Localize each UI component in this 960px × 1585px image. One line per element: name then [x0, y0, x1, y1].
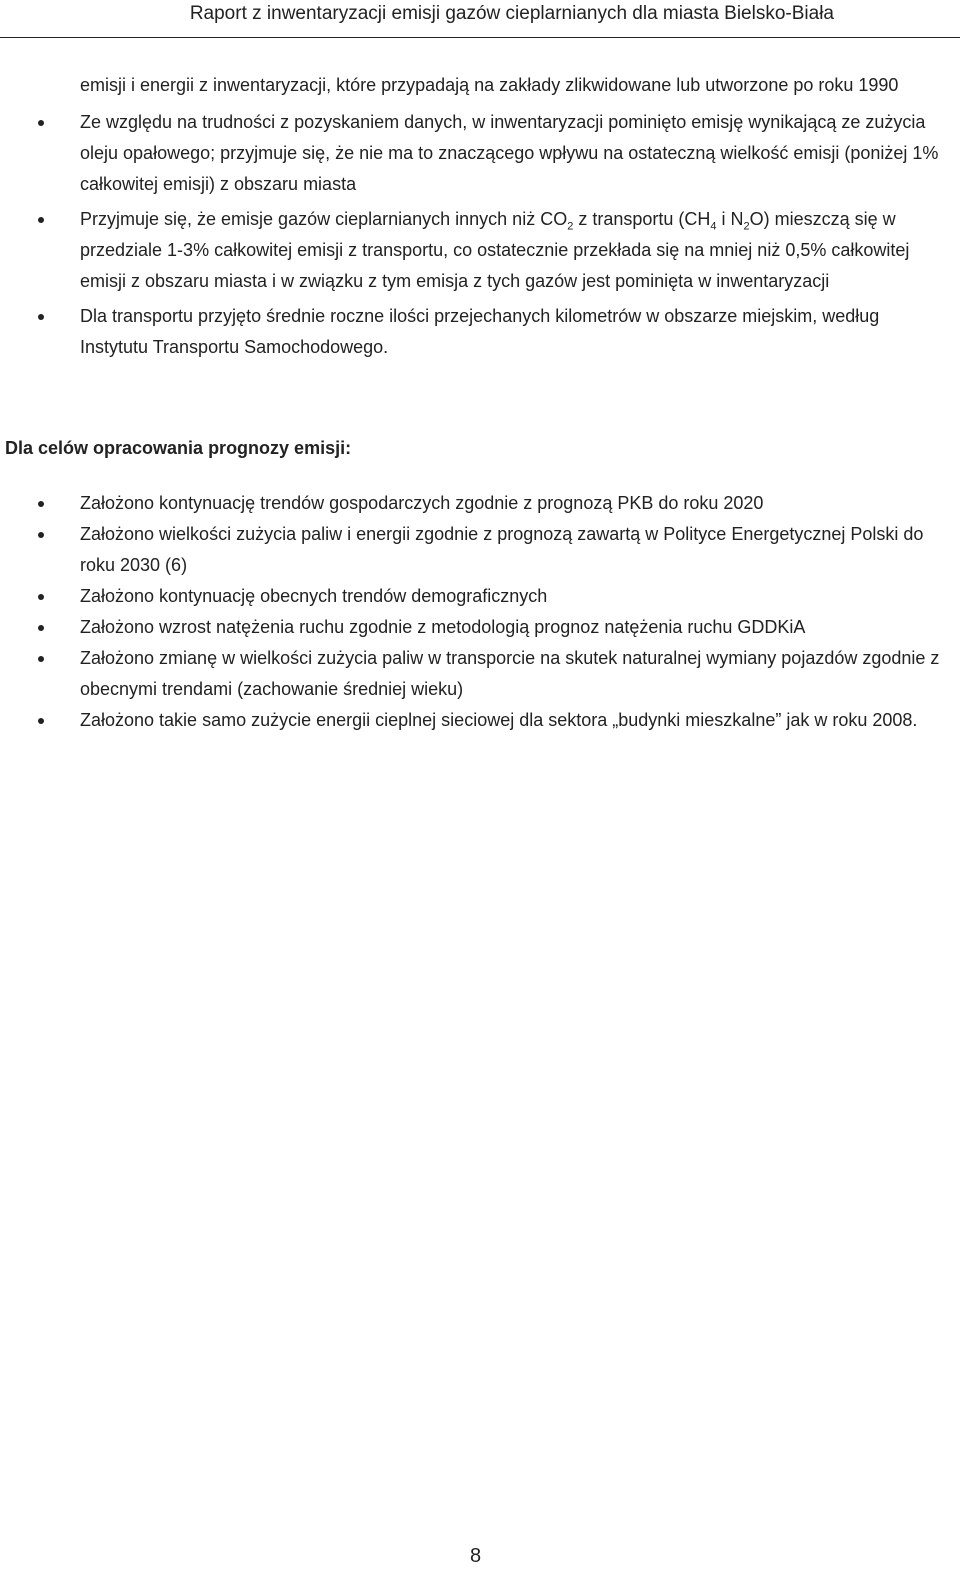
- ghg-subscript-ch4: 4: [710, 220, 717, 233]
- forecast-item-text: Założono kontynuację obecnych trendów demograficznych: [80, 586, 548, 606]
- bullet-icon: [38, 501, 44, 507]
- ghg-text-part1: Przyjmuje się, że emisje gazów cieplarnianych innych niż CO: [80, 209, 568, 229]
- page-number: 8: [470, 1545, 482, 1567]
- ghg-subscript-co2: 2: [567, 220, 574, 233]
- forecast-item-text: Założono wielkości zużycia paliw i energii zgodnie z prognozą zawartą w Polityce Energetycznej Polski do roku 2030 (6): [80, 524, 924, 575]
- bullet-icon: [38, 625, 44, 631]
- list-item: [0, 581, 960, 612]
- list-item: [0, 488, 960, 519]
- bullet-text-oil: Ze względu na trudności z pozyskaniem danych, w inwentaryzacji pominięto emisję wynikającą ze zużycia oleju opałowego; przyjmuje się, że nie ma to znaczącego wpływu na ostateczną wielkość emisji (poniżej 1% całkowitej emisji) z obszaru miasta: [80, 112, 939, 194]
- list-item: [0, 612, 960, 643]
- bullet-icon: [38, 532, 44, 538]
- forecast-item-text: Założono wzrost natężenia ruchu zgodnie z metodologią prognoz natężenia ruchu GDDKiA: [80, 617, 806, 637]
- bullet-icon: [38, 594, 44, 600]
- list-item: [0, 204, 960, 297]
- forecast-item-text: Założono kontynuację trendów gospodarczych zgodnie z prognozą PKB do roku 2020: [80, 493, 764, 513]
- list-item: [0, 705, 960, 736]
- intro-continuation: emisji i energii z inwentaryzacji, które przypadają na zakłady zlikwidowane lub utworzone po roku 1990: [80, 75, 899, 95]
- bullet-icon: [38, 314, 44, 320]
- bullet-icon: [38, 656, 44, 662]
- list-item: [0, 643, 960, 705]
- list-item: [0, 301, 960, 363]
- forecast-heading: Dla celów opracowania prognozy emisji:: [5, 438, 352, 458]
- ghg-text-part4: O) mieszczą się w przedziale 1-3% całkowitej emisji z transportu, co ostatecznie przekłada się na mniej niż 0,5% całkowitej emisji z obszaru miasta i w związku z tym emisja z tych gazów jest pominięta w inwentaryzacji: [80, 209, 910, 291]
- ghg-text-part2: z transportu (CH: [573, 209, 711, 229]
- bullet-icon: [38, 217, 44, 223]
- report-title: Raport z inwentaryzacji emisji gazów cieplarnianych dla miasta Bielsko-Biała: [189, 3, 834, 24]
- ghg-text-part3: i N: [716, 209, 744, 229]
- bullet-text-transport: Dla transportu przyjęto średnie roczne ilości przejechanych kilometrów w obszarze miejskim, według Instytutu Transportu Samochodowego.: [80, 306, 880, 357]
- ghg-subscript-n2o: 2: [743, 220, 750, 233]
- list-item: [0, 519, 960, 581]
- document-body: [0, 70, 960, 736]
- bullet-text-ghg: [80, 209, 909, 291]
- page-header: [0, 0, 960, 38]
- inventory-assumptions-list: [0, 107, 960, 363]
- forecast-assumptions-list: [0, 488, 960, 736]
- bullet-icon: [38, 718, 44, 724]
- forecast-item-text: Założono zmianę w wielkości zużycia paliw w transporcie na skutek naturalnej wymiany pojazdów zgodnie z obecnymi trendami (zachowanie średniej wieku): [80, 648, 940, 699]
- bullet-icon: [38, 120, 44, 126]
- forecast-item-text: Założono takie samo zużycie energii cieplnej sieciowej dla sektora „budynki mieszkalne” jak w roku 2008.: [80, 710, 918, 730]
- list-item: [0, 107, 960, 200]
